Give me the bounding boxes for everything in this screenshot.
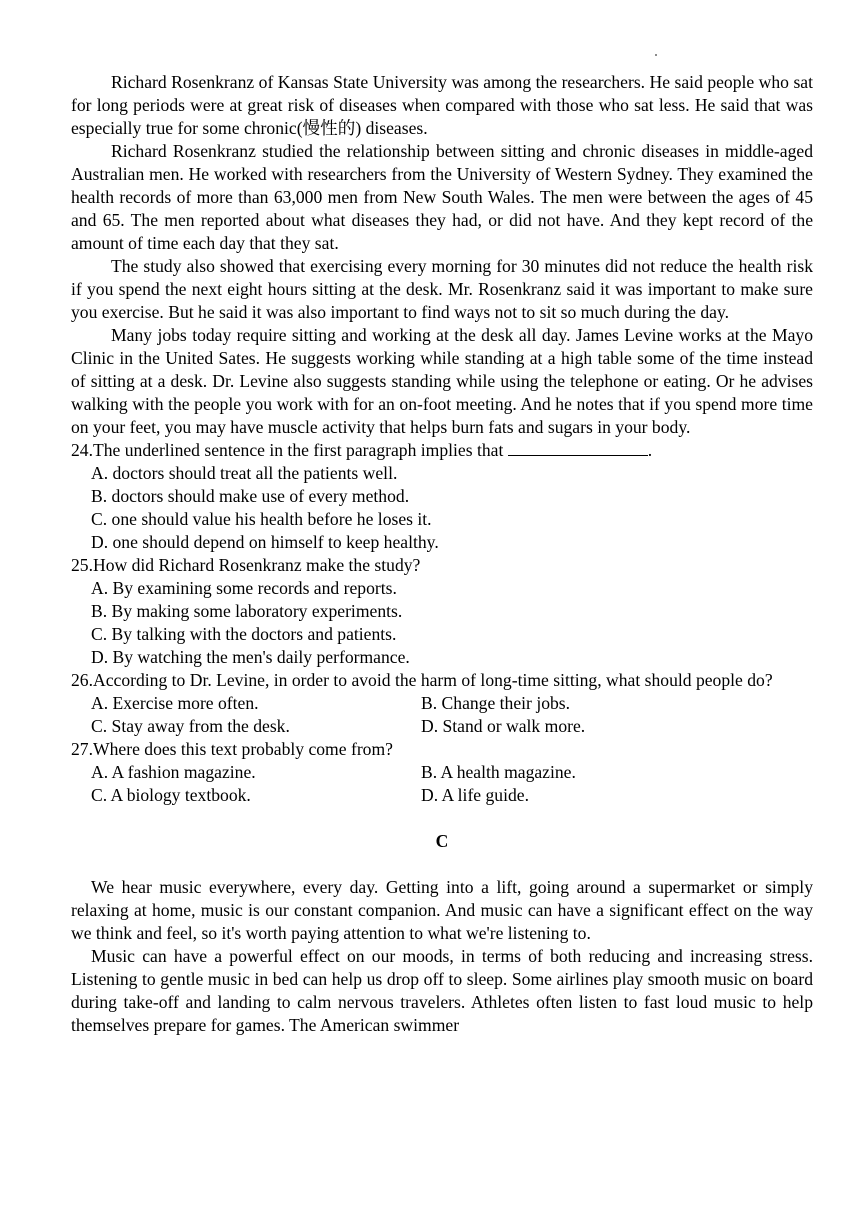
- paragraph: The study also showed that exercising every morning for 30 minutes did not reduce the health risk if you spend the next eight hours sitting at the desk. Mr. Rosenkranz said it was important to make sure you exercise. But he said it was also important to find ways not to sit so much during the day.: [71, 256, 813, 322]
- option-a: A. A fashion magazine.: [91, 762, 256, 782]
- option-c: C. A biology textbook.: [91, 785, 251, 805]
- paragraph: We hear music everywhere, every day. Getting into a lift, going around a supermarket or simply relaxing at home, music is our constant companion. And music can have a significant effect on the way we think and feel, so it's worth paying attention to what we're listening to.: [71, 877, 813, 943]
- option-a: A. By examining some records and reports.: [91, 578, 397, 598]
- option-a: A. Exercise more often.: [91, 693, 259, 713]
- answer-blank: [508, 439, 648, 456]
- question-text: 25.How did Richard Rosenkranz make the study?: [71, 555, 421, 575]
- question-end: .: [647, 440, 653, 460]
- page-mark: [655, 54, 657, 56]
- option-a: A. doctors should treat all the patients well.: [91, 463, 398, 483]
- question-text: 24.The underlined sentence in the first paragraph implies that: [71, 440, 504, 460]
- option-d: D. By watching the men's daily performance.: [91, 647, 410, 667]
- paragraph: Many jobs today require sitting and working at the desk all day. James Levine works at the Mayo Clinic in the United Sates. He suggests working while standing at a high table some of the time instead of sitting at a desk. Dr. Levine also suggests standing while using the telephone or eating. Or he advises walking with the people you work with for an on-foot meeting. And he notes that if you spend more time on your feet, you may have muscle activity that helps burn fats and sugars in your body.: [71, 325, 813, 437]
- option-c: C. one should value his health before he loses it.: [91, 509, 432, 529]
- paragraph: Richard Rosenkranz of Kansas State University was among the researchers. He said people who sat for long periods were at great risk of diseases when compared with those who sat less. He said that was especially true for some chronic(慢性的) diseases.: [71, 72, 813, 138]
- option-b: B. Change their jobs.: [421, 693, 571, 713]
- paragraph: Music can have a powerful effect on our moods, in terms of both reducing and increasing stress. Listening to gentle music in bed can help us drop off to sleep. Some airlines play smooth music on board during take-off and landing to calm nervous travelers. Athletes often listen to fast loud music to help themselves prepare for games. The American swimmer: [71, 946, 813, 1035]
- option-b: B. A health magazine.: [421, 762, 576, 782]
- option-b: B. doctors should make use of every method.: [91, 486, 410, 506]
- document-page: [71, 71, 813, 1037]
- option-d: D. Stand or walk more.: [421, 716, 586, 736]
- paragraph: Richard Rosenkranz studied the relationship between sitting and chronic diseases in middle-aged Australian men. He worked with researchers from the University of Western Sydney. They examined the health records of more than 63,000 men from New South Wales. The men were between the ages of 45 and 65. The men reported about what diseases they had, or did not have. And they kept record of the amount of time each day that they sat.: [71, 141, 813, 253]
- question-text: 27.Where does this text probably come from?: [71, 739, 393, 759]
- question-27: [71, 738, 813, 807]
- question-24: [71, 439, 813, 554]
- question-25: [71, 554, 813, 669]
- section-heading: C: [435, 831, 449, 851]
- option-c: C. Stay away from the desk.: [91, 716, 290, 736]
- option-d: D. one should depend on himself to keep healthy.: [91, 532, 439, 552]
- option-d: D. A life guide.: [421, 785, 529, 805]
- question-text: 26.According to Dr. Levine, in order to avoid the harm of long-time sitting, what should people do?: [71, 670, 773, 690]
- question-26: [71, 669, 813, 738]
- option-b: B. By making some laboratory experiments.: [91, 601, 403, 621]
- option-c: C. By talking with the doctors and patients.: [91, 624, 397, 644]
